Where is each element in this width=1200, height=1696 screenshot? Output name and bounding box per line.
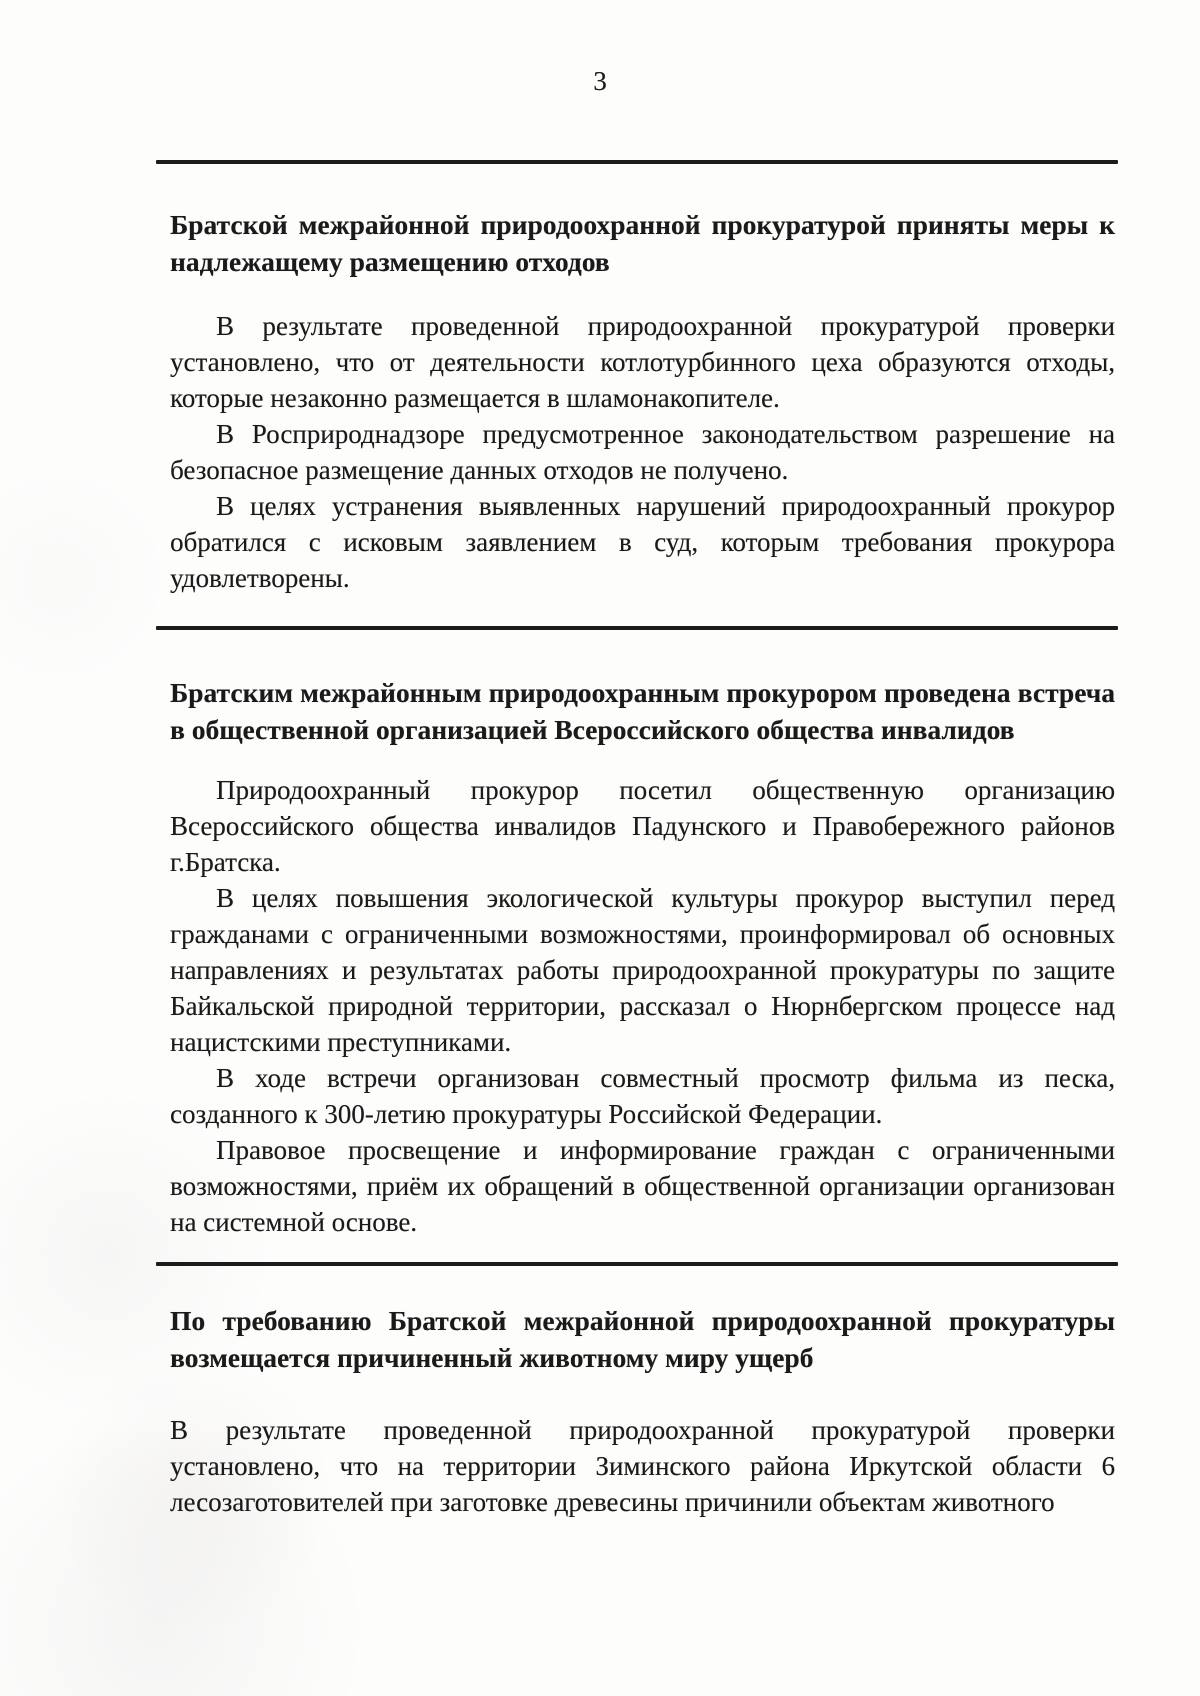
- paragraph: Природоохранный прокурор посетил общественную организацию Всероссийского общества инвалидов Падунского и Правобережного районов г.Братска.: [170, 775, 1115, 877]
- paragraph: В Росприроднадзоре предусмотренное законодательством разрешение на безопасное размещение данных отходов не получено.: [170, 419, 1115, 485]
- paragraph: В целях повышения экологической культуры прокурор выступил перед гражданами с ограниченными возможностями, проинформировал об основных направлениях и результатах работы природоохранной прокуратуры по защите Байкальской природной территории, рассказал о Нюрнбергском процессе над нацистскими преступниками.: [170, 883, 1115, 1057]
- section-heading: Братским межрайонным природоохранным прокурором проведена встреча в общественной организацией Всероссийского общества инвалидов: [170, 677, 1115, 745]
- section-wildlife-damage: [170, 1302, 1115, 1520]
- section-body: [170, 1412, 1115, 1520]
- paragraph: В целях устранения выявленных нарушений природоохранный прокурор обратился с исковым заявлением в суд, которым требования прокурора удовлетворены.: [170, 491, 1115, 593]
- section-divider: [156, 626, 1118, 630]
- section-body: [170, 772, 1115, 1240]
- section-divider: [156, 160, 1118, 164]
- section-waste-disposal: [170, 206, 1115, 596]
- section-heading: По требованию Братской межрайонной природоохранной прокуратуры возмещается причиненный животному миру ущерб: [170, 1305, 1115, 1373]
- section-disabled-society-meeting: [170, 674, 1115, 1240]
- paragraph: В результате проведенной природоохранной прокуратурой проверки установлено, что на территории Зиминского района Иркутской области 6 лесозаготовителей при заготовке древесины причинили объектам животного: [170, 1415, 1115, 1517]
- section-body: [170, 308, 1115, 596]
- section-heading: Братской межрайонной природоохранной прокуратурой приняты меры к надлежащему размещению отходов: [170, 209, 1115, 277]
- paragraph: Правовое просвещение и информирование граждан с ограниченными возможностями, приём их обращений в общественной организации организован на системной основе.: [170, 1135, 1115, 1237]
- page-number: 3: [593, 66, 607, 96]
- section-divider: [156, 1262, 1118, 1266]
- paragraph: В ходе встречи организован совместный просмотр фильма из песка, созданного к 300-летию прокуратуры Российской Федерации.: [170, 1063, 1115, 1129]
- paragraph: В результате проведенной природоохранной прокуратурой проверки установлено, что от деятельности котлотурбинного цеха образуются отходы, которые незаконно размещается в шламонакопителе.: [170, 311, 1115, 413]
